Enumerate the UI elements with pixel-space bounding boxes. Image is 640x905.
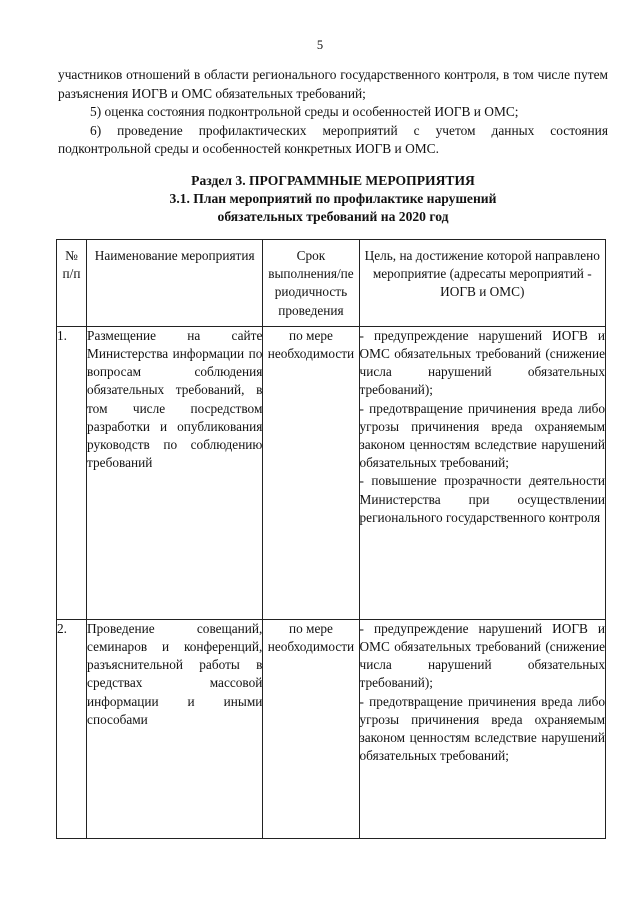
row-number: 2. [57, 619, 87, 838]
goal-item: - предупреждение нарушений ИОГВ и ОМС обязательных требований (снижение числа нарушений обязательных требований); [359, 327, 605, 398]
goal-item: - предотвращение причинения вреда либо угрозы причинения вреда охраняемым законом ценностям вследствие нарушений обязательных требований; [359, 400, 605, 471]
page-number: 5 [316, 38, 324, 52]
header-goal: Цель, на достижение которой направлено мероприятие (адресаты мероприятий - ИОГВ и ОМС) [359, 240, 605, 327]
header-term: Срок выполнения/пе риодичность проведения [263, 240, 359, 327]
measure-term: по мере необходимости [263, 326, 359, 619]
measure-goals [359, 326, 605, 619]
measure-name: Размещение на сайте Министерства информации по вопросам соблюдения обязательных требований, в том числе посредством разработки и опубликования руководств по соблюдению требований [87, 326, 263, 619]
table-row [57, 326, 606, 619]
intro-paragraph-3: 6) проведение профилактических мероприятий с учетом данных состояния подконтрольной среды и особенностей конкретных ИОГВ и ОМС. [58, 122, 608, 157]
intro-text [58, 66, 608, 159]
goal-item: - предупреждение нарушений ИОГВ и ОМС обязательных требований (снижение числа нарушений обязательных требований); [359, 620, 605, 691]
row-number: 1. [57, 326, 87, 619]
section-title: Раздел 3. ПРОГРАММНЫЕ МЕРОПРИЯТИЯ [191, 173, 475, 188]
section-heading [58, 172, 608, 226]
intro-paragraph-1: участников отношений в области регионального государственного контроля, в том числе путем разъяснения ИОГВ и ОМС обязательных требований; [58, 67, 608, 101]
goal-item: - повышение прозрачности деятельности Министерства при осуществлении регионального государственного контроля [359, 473, 605, 525]
measure-term: по мере необходимости [263, 619, 359, 838]
subsection-title-line-2: обязательных требований на 2020 год [217, 209, 449, 224]
measure-name: Проведение совещаний, семинаров и конференций, разъяснительной работы в средствах массовой информации и иными способами [87, 619, 263, 838]
intro-paragraph-2: 5) оценка состояния подконтрольной среды и особенностей ИОГВ и ОМС; [90, 104, 519, 120]
measure-goals [359, 619, 605, 838]
table-row [57, 619, 606, 838]
goal-item: - предотвращение причинения вреда либо угрозы причинения вреда охраняемым законом ценностям вследствие нарушений обязательных требований; [359, 693, 605, 764]
measures-plan-table [56, 239, 606, 839]
header-name: Наименование мероприятия [87, 240, 263, 327]
table-header-row [57, 240, 606, 327]
subsection-title-line-1: 3.1. План мероприятий по профилактике нарушений [169, 191, 497, 206]
header-num: № п/п [57, 240, 87, 327]
